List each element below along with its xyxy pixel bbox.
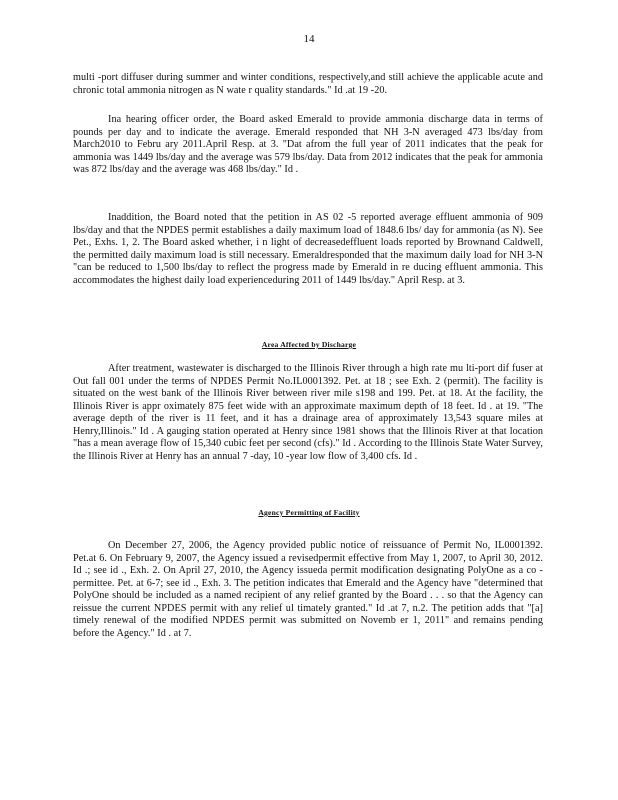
paragraph-text: Inaddition, the Board noted that the petition in AS 02 -5 reported average effluent ammonia of 909 lbs/day and that the NPDES permit establishes a daily maximum load of 1848.6 lbs/ day for ammonia (as N). See Pet., Exhs. 1, 2. The Board asked whether, i n light of decreasedeffluent loads reported by Brownand Caldwell, the permitted daily maximum load is still necessary. Emeraldresponded that the maximum daily load for NH 3-N "can be reduced to 1,500 lbs/day to reflect the progress made by Emerald in re ducing effluent ammonia. This accommodates the highest daily load experienceduring 2011 of 1449 lbs/day." April Resp. at 3. bbox=[73, 212, 543, 286]
paragraph-continuation bbox=[73, 72, 543, 97]
paragraph-after-treatment bbox=[73, 363, 543, 463]
paragraph-text: multi -port diffuser during summer and winter conditions, respectively,and still achieve the applicable acute and chronic total ammonia nitrogen as N wate r quality standards." Id .at 19 -20. bbox=[73, 72, 543, 96]
paragraph-text: Ina hearing officer order, the Board asked Emerald to provide ammonia discharge data in terms of pounds per day and to indicate the average. Emerald responded that NH 3-N averaged 473 lbs/day from March2010 to Febru ary 2011.April Resp. at 3. "Dat afrom the full year of 2011 indicates that the peak for ammonia was 1449 lbs/day and the average was 579 lbs/day. Data from 2012 indicates that the peak for ammonia was 872 lbs/day and the average was 468 lbs/day." Id . bbox=[73, 114, 543, 175]
section-heading-agency-permitting: Agency Permitting of Facility bbox=[258, 508, 360, 517]
paragraph-on-december bbox=[73, 540, 543, 640]
section-heading-area-affected: Area Affected by Discharge bbox=[261, 340, 357, 349]
paragraph-text: On December 27, 2006, the Agency provided public notice of reissuance of Permit No, IL0001392. Pet.at 6. On February 9, 2007, the Agency issued a revisedpermit effective from May 1, 2007, to April 30, 2012. Id .; see id ., Exh. 2. On April 27, 2010, the Agency issueda permit modification designating PolyOne as a co -permittee. Pet. at 6-7; see id ., Exh. 3. The petition indicates that Emerald and the Agency have "determined that PolyOne should be included as a named recipient of any relief granted by the Board . . . so that the Agency can reissue the current NPDES permit with any relief ul timately granted." Id .at 7, n.2. The petition adds that "[a] timely renewal of the modified NPDES permit was submitted on Novemb er 1, 2011" and remains pending before the Agency." Id . at 7. bbox=[73, 540, 543, 639]
paragraph-hearing-officer bbox=[73, 114, 543, 177]
page-number: 14 bbox=[303, 33, 315, 45]
paragraph-text: After treatment, wastewater is discharged to the Illinois River through a high rate mu lti-port dif fuser at Out fall 001 under the terms of NPDES Permit No.IL0001392. Pet. at 18 ; see Exh. 2 (permit). The facility is situated on the west bank of the Illinois River between river mile s198 and 199. Pet. at 18. At the facility, the Illinois River is appr oximately 875 feet wide with an approximate maximum depth of 18 feet. Id . at 19. "The average depth of the river is 11 feet, and it has a drainage area of approximately 13,543 square miles at Henry,Illinois." Id . A gauging station operated at Henry since 1981 shows that the Illinois River at that location "has a mean average flow of 15,340 cubic feet per second (cfs)." Id . According to the Illinois State Water Survey, the Illinois River at Henry has an annual 7 -day, 10 -year low flow of 3,400 cfs. Id . bbox=[73, 363, 543, 462]
paragraph-in-addition bbox=[73, 212, 543, 287]
